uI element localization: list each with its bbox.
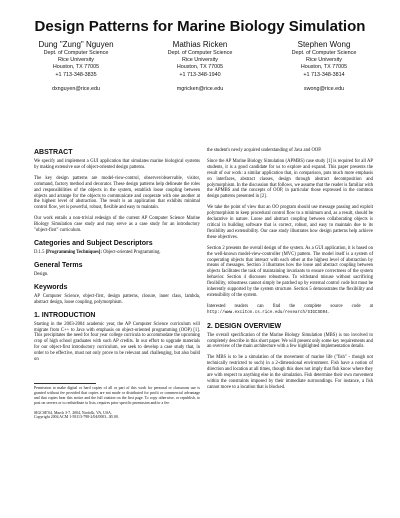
author-city: Houston, TX 77005 <box>52 64 100 71</box>
author-email[interactable]: swong@rice.edu <box>303 85 345 92</box>
author-dept: Dept. of Computer Science <box>43 50 109 56</box>
body-paragraph: Since the AP Marine Biology Simulation (APMBS) case study [1] is required for all AP students, it is a good candidate for us to explore and expand. This paper presents the result of our work: a similar application that, in comparison, puts much more emphasis on interfaces, abstract classes, design through abstract decomposition and polymorphism. In the discussion that follows, we assume that the reader is familiar with the APMBS and the concepts of OOP, in particular those expressed in the common design patterns presented in [2]. <box>207 158 373 200</box>
author-name: Dung "Zung" Nguyen <box>38 40 114 49</box>
author-dept: Dept. of Computer Science <box>291 50 357 56</box>
categories-heading: Categories and Subject Descriptors <box>34 239 153 247</box>
paper-title: Design Patterns for Marine Biology Simulation <box>34 18 366 35</box>
introduction-heading: 1. INTRODUCTION <box>34 311 96 319</box>
copyright-note: Copyright 2004 ACM 1-58113-798-2/04/0003...$5.00. <box>34 415 119 420</box>
author-phone: +1 713-348-3835 <box>55 71 97 78</box>
body-paragraph: the student's newly acquired understanding of Java and OOP. <box>207 148 322 153</box>
author-dept: Dept. of Computer Science <box>167 50 233 56</box>
author-university: Rice University <box>306 57 342 64</box>
body-paragraph: Section 2 presents the overall design of the system. As a GUI application, it is based on the well-known model-view-controller (MVC) pattern. The model itself is a system of cooperating objects that interact with each other at the highest level of abstraction by means of messages. Section 3 illustrates how the loose and abstract coupling between objects facilitates the task of maintaining invariants to ensure correctness of the system behavior. Section 4 discusses robustness. To withstand misuse without sacrificing flexibility, robustness cannot simply be patched up by external control code but must be inherently supported by the system structure. Section 5 demonstrates the flexibility and extensibility of the system. <box>207 245 373 298</box>
author-email[interactable]: mgricken@rice.edu <box>176 85 224 92</box>
category-rest: Object-oriented Programming. <box>103 249 161 255</box>
abstract-paragraph: Our work entails a non-trivial redesign of the current AP Computer Science Marine Biology Simulation case study and may serve as a case study for an introductory "object-first" curriculum. <box>34 216 200 234</box>
left-column <box>34 148 200 425</box>
author-block <box>14 40 138 93</box>
design-paragraph: The overall specification of the Marine Biology Simulation (MBS) is too involved to completely describe in this short paper. We will present only some key requirements and an overview of the main architecture with a few highlighted implementation details. <box>207 332 373 350</box>
keywords-text: AP Computer Science, object-first, design patterns, closure, inner class, lambda, abstract design, loose coupling, polymorphism. <box>34 293 200 305</box>
keywords-heading: Keywords <box>34 283 68 291</box>
author-city: Houston, TX 77005 <box>300 64 348 71</box>
conference-note: SIGCSE'04, March 3-7, 2004, Norfolk, VA, USA. <box>34 410 112 415</box>
author-city: Houston, TX 77005 <box>176 64 224 71</box>
author-university: Rice University <box>182 57 218 64</box>
category-bracket: [Programming Techniques]: <box>45 249 102 255</box>
author-name: Stephen Wong <box>297 40 351 49</box>
abstract-paragraph: The key design patterns are model-view-control, observer/observable, visitor, command, factory method and decorator. These design patterns help delineate the roles and responsibilities of the objects in the system, establish loose coupling between objects and arrange for the objects to communicate and cooperate with one another at the highest level of abstraction. The result is an application that exhibits minimal control flow, yet is powerful, robust, flexible and easy to maintain. <box>34 175 200 211</box>
categories-text <box>34 250 200 256</box>
abstract-heading: ABSTRACT <box>34 149 73 156</box>
general-terms-heading: General Terms <box>34 261 83 269</box>
author-phone: +1 713-348-1940 <box>179 71 221 78</box>
source-code-link[interactable]: http://www.exciton.cs.rice.edu/research/SIGCSE04. <box>207 310 331 315</box>
source-code-paragraph <box>207 304 373 317</box>
author-block <box>138 40 262 93</box>
author-block <box>262 40 386 93</box>
author-phone: +1 713-348-3814 <box>303 71 345 78</box>
introduction-paragraph: Starting in the 2003-2004 academic year, the AP Computer Science curriculum will migrate from C++ to Java with emphasis on object-oriented programming (OOP) [1]. This precipitates the need for four year college curricula to accommodate the upcoming crop of high school graduates with such AP credits. In our effort to upgrade materials for our object-first introductory curriculum, we seek to develop a case study that, in order to be effective, must not only prove to be relevant and challenging, but also build on <box>34 321 200 363</box>
abstract-paragraph: We specify and implement a GUI application that simulates marine biological systems by making extensive use of object-oriented design patterns. <box>34 159 200 170</box>
author-university: Rice University <box>58 57 94 64</box>
right-column <box>207 148 373 396</box>
general-terms-text: Design. <box>34 271 49 277</box>
footnote-divider <box>34 383 96 384</box>
body-paragraph: We take the point of view that an OO program should use message passing and exploit polymorphism to keep procedural control flow to a minimum and, as a result, should be declarative in nature. Loose and abstract coupling between collaborating objects is critical in building software that is correct, robust, and easy to maintain due to its flexibility and extensibility. Our case study illustrates how design patterns help achieve these objectives. <box>207 205 373 240</box>
design-paragraph: The MBS is to be a simulation of the movement of marine life ("fish" - though not technically restricted to such) in a 2-dimensional environment. Fish have a notion of direction and location at all times, though this does not imply that fish know where they are with respect to anything else in the simulation. Fish determine their own movement within the constraints imposed by their immediate surroundings. For instance, a fish cannot move to a location that is blocked. <box>207 355 373 390</box>
permission-footnote: Permission to make digital or hard copies of all or part of this work for personal or classroom use is granted without fee provided that copies are not made or distributed for profit or commercial advantage and that copies bear this notice and the full citation on the first page. To copy otherwise, or republish, to post on servers or to redistribute to lists, requires prior specific permission and/or a fee. <box>34 385 200 405</box>
category-code: D.1.5 <box>34 249 45 255</box>
design-overview-heading: 2. DESIGN OVERVIEW <box>207 322 282 330</box>
source-code-text: Interested readers can find the complete source code at <box>207 303 373 309</box>
author-email[interactable]: dxnguyen@rice.edu <box>51 85 101 92</box>
author-name: Mathias Ricken <box>172 40 228 49</box>
